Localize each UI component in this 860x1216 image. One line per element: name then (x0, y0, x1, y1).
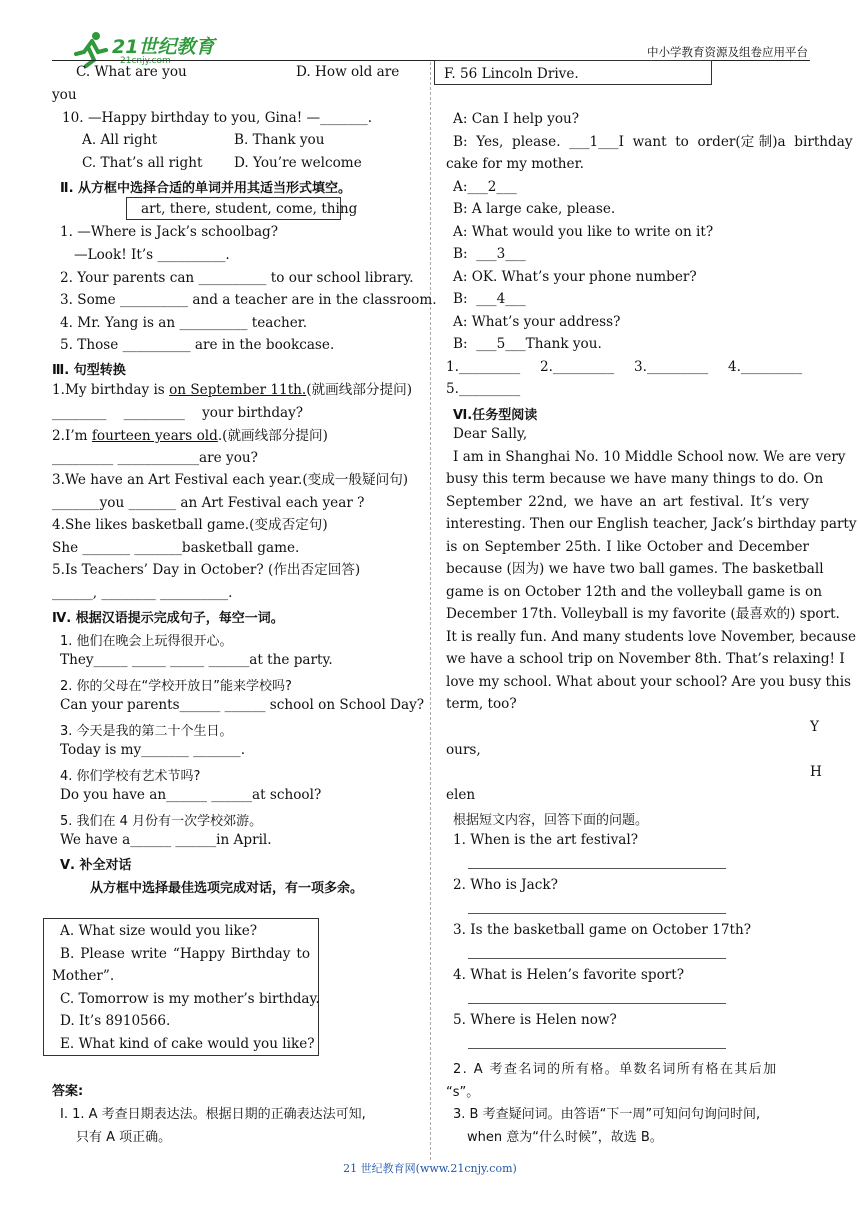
section3-q2 (52, 428, 328, 444)
signature-h: H (810, 764, 822, 780)
letter-line: because (因为) we have two ball games. The basketball (446, 561, 824, 577)
section3-q2-hint: .(就画线部分提问) (217, 428, 328, 444)
section3-q2-blank: _________ ____________are you? (52, 450, 258, 466)
section4-title: Ⅳ. 根据汉语提示完成句子，每空一词。 (52, 611, 284, 626)
letter-line: is on September 25th. I like October and December (446, 539, 809, 555)
section5-subtitle: 从方框中选择最佳选项完成对话，有一项多余。 (90, 881, 364, 896)
section2-item: 1. —Where is Jack’s schoolbag? (60, 224, 279, 240)
section2-item: 2. Your parents can __________ to our school library. (60, 270, 414, 286)
section4-item: They_____ _____ _____ ______at the party. (60, 652, 333, 668)
section2-title: Ⅱ. 从方框中选择合适的单词并用其适当形式填空。 (60, 181, 352, 196)
q10-option-d: D. You’re welcome (234, 155, 362, 171)
runner-logo-icon (72, 30, 112, 68)
section5-option: A. What size would you like? (60, 923, 258, 939)
q10-text: 10. —Happy birthday to you, Gina! —_______. (62, 110, 373, 126)
answer-1-line1: Ⅰ. 1. A 考查日期表达法。根据日期的正确表达法可知, (60, 1107, 366, 1122)
section4-item: 4. 你们学校有艺术节吗? (60, 769, 201, 784)
section4-item: 3. 今天是我的第二十个生日。 (60, 724, 233, 739)
column-divider (430, 62, 431, 1160)
dialog-line: A: What would you like to write on it? (453, 224, 714, 240)
section3-q5: 5.Is Teachers’ Day in October? (作出否定回答) (52, 562, 361, 578)
answer-line (468, 958, 726, 959)
logo-text: 21世纪教育 (112, 36, 215, 58)
q9-option-d-cont: you (52, 87, 77, 103)
section3-q3-blank: _______you _______ an Art Festival each year ? (52, 495, 365, 511)
section3-title: Ⅲ. 句型转换 (52, 363, 126, 378)
option-f-text: F. 56 Lincoln Drive. (444, 66, 579, 82)
letter-line: September 22nd, we have an art festival. It’s very (446, 494, 809, 510)
answer-line (468, 1048, 726, 1049)
answer-2-line2: “s”。 (446, 1085, 480, 1100)
task-question: 5. Where is Helen now? (453, 1012, 617, 1028)
section4-item: 1. 他们在晚会上玩得很开心。 (60, 634, 233, 649)
task-question: 4. What is Helen’s favorite sport? (453, 967, 685, 983)
signature-elen: elen (446, 787, 476, 803)
header-platform: 中小学教育资源及组卷应用平台 (647, 45, 808, 59)
dialog-line: B: A large cake, please. (453, 201, 616, 217)
dialog-line: A: Can I help you? (453, 111, 580, 127)
option-f-box (434, 60, 712, 85)
section3-q1-text: 1.My birthday is (52, 382, 170, 398)
dialog-line: A: OK. What’s your phone number? (453, 269, 697, 285)
answer-blank-4: 4._________ (728, 359, 803, 375)
section6-title: Ⅵ.任务型阅读 (453, 408, 538, 423)
letter-line: love my school. What about your school? Are you busy this (446, 674, 852, 690)
signature-y: Y (810, 719, 819, 735)
section2-item: 5. Those __________ are in the bookcase. (60, 337, 335, 353)
footer-text: 21 世纪教育网(www.21cnjy.com) (343, 1162, 517, 1175)
answer-blank-3: 3._________ (634, 359, 709, 375)
dialog-line: A: What’s your address? (453, 314, 621, 330)
answer-3-line2: when 意为“什么时候”，故选 B。 (467, 1130, 663, 1145)
task-intro: 根据短文内容，回答下面的问题。 (453, 813, 649, 828)
section3-q1-hint: (就画线部分提问) (306, 382, 412, 398)
task-question: 2. Who is Jack? (453, 877, 558, 893)
section5-option: B. Please write “Happy Birthday to (60, 946, 310, 962)
answer-1-line2: 只有 A 项正确。 (76, 1130, 172, 1145)
section3-q4-blank: She _______ _______basketball game. (52, 540, 300, 556)
q9-option-c: C. What are you (76, 64, 187, 80)
answer-blank-2: 2._________ (540, 359, 615, 375)
section3-q2-underlined: fourteen years old (91, 428, 218, 444)
section4-item: 5. 我们在 4 月份有一次学校郊游。 (60, 814, 263, 829)
section5-option: D. It’s 8910566. (60, 1013, 171, 1029)
answer-3-line1: 3. B 考查疑问词。由答语“下一周”可知问句询问时间, (453, 1107, 761, 1122)
answer-2-line1: 2. A 考查名词的所有格。单数名词所有格在其后加 (453, 1062, 778, 1077)
answer-line (468, 868, 726, 869)
letter-line: game is on October 12th and the volleyball game is on (446, 584, 822, 600)
section2-item: 3. Some __________ and a teacher are in the classroom. (60, 292, 437, 308)
section4-item: 2. 你的父母在“学校开放日”能来学校吗? (60, 679, 292, 694)
letter-line: I am in Shanghai No. 10 Middle School now. We are very (453, 449, 846, 465)
letter-line: December 17th. Volleyball is my favorite (最喜欢的) sport. (446, 606, 840, 622)
answer-line (468, 913, 726, 914)
section5-title: Ⅴ. 补全对话 (60, 858, 132, 873)
section2-word-box (126, 197, 358, 220)
section2-item: —Look! It’s __________. (74, 247, 230, 263)
letter-line: It is really fun. And many students love November, because (446, 629, 857, 645)
q10-option-a: A. All right (82, 132, 158, 148)
answer-title: 答案: (52, 1084, 84, 1099)
section3-q4: 4.She likes basketball game.(变成否定句) (52, 517, 328, 533)
section3-q1-blank: ________ _________ your birthday? (52, 405, 304, 421)
signature-ours: ours, (446, 742, 481, 758)
section3-q5-blank: ______, ________ __________. (52, 585, 233, 601)
q9-option-d: D. How old are (296, 64, 400, 80)
section5-option: Mother”. (52, 968, 115, 984)
answer-line (468, 1003, 726, 1004)
section5-option: C. Tomorrow is my mother’s birthday. (60, 991, 320, 1007)
dialog-line: B: ___4___ (453, 291, 526, 307)
section3-q1-underlined: on September 11th. (169, 382, 307, 398)
letter-line: interesting. Then our English teacher, Jack’s birthday party (446, 516, 857, 532)
dialog-line: A:___2___ (453, 179, 517, 195)
letter-line: term, too? (446, 696, 517, 712)
dialog-line: cake for my mother. (446, 156, 584, 172)
dialog-line: B: ___5___Thank you. (453, 336, 602, 352)
letter-line: busy this term because we have many things to do. On (446, 471, 824, 487)
section4-item: Today is my_______ _______. (60, 742, 246, 758)
section5-option: E. What kind of cake would you like? (60, 1036, 315, 1052)
dialog-line: B: ___3___ (453, 246, 526, 262)
dialog-line: B: Yes, please. ___1___I want to order(定 制)a birthday (453, 134, 853, 150)
task-question: 1. When is the art festival? (453, 832, 639, 848)
section4-item: We have a______ ______in April. (60, 832, 272, 848)
answer-blank-5: 5._________ (446, 381, 521, 397)
task-question: 3. Is the basketball game on October 17th? (453, 922, 751, 938)
letter-greeting: Dear Sally, (453, 426, 528, 442)
logo-url: 21cnjy.com (120, 56, 171, 66)
section4-item: Can your parents______ ______ school on School Day? (60, 697, 425, 713)
letter-line: we have a school trip on November 8th. That’s relaxing! I (446, 651, 845, 667)
q10-option-b: B. Thank you (234, 132, 325, 148)
section3-q2-text: 2.I’m (52, 428, 92, 444)
answer-blank-1: 1._________ (446, 359, 521, 375)
q10-option-c: C. That’s all right (82, 155, 203, 171)
section4-item: Do you have an______ ______at school? (60, 787, 322, 803)
section2-word-list: art, there, student, come, thing (141, 201, 358, 217)
section3-q3: 3.We have an Art Festival each year.(变成一般疑问句) (52, 472, 409, 488)
section2-item: 4. Mr. Yang is an __________ teacher. (60, 315, 308, 331)
section3-q1 (52, 382, 412, 398)
